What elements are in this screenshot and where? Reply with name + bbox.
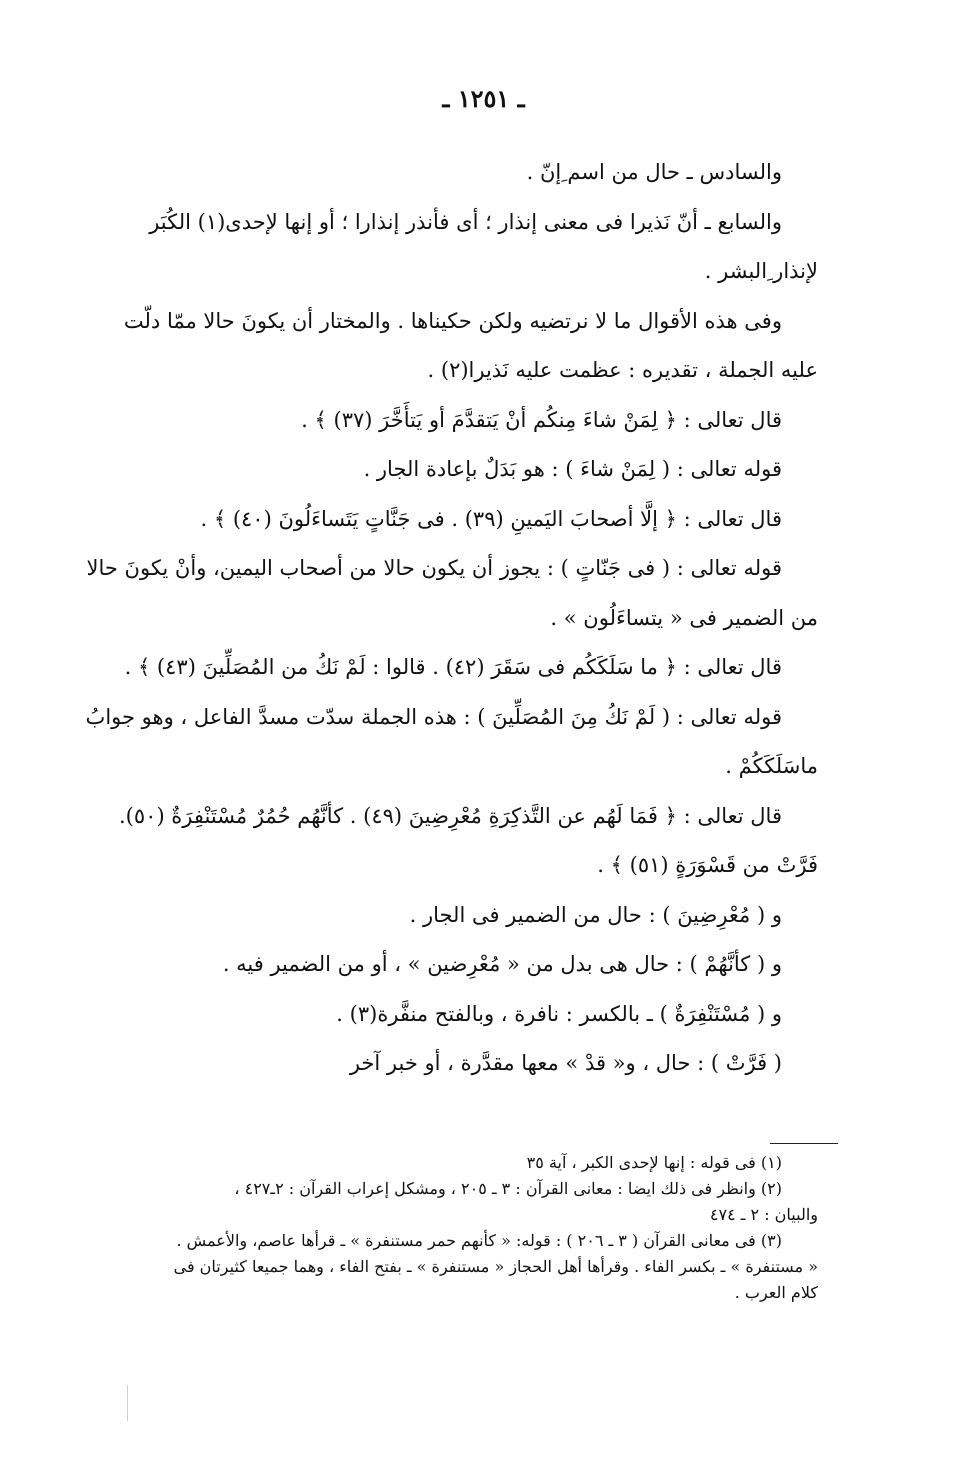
text-line: لإنذار ِالبشر . [704,259,818,283]
footnote-line: (١) فى قوله : إنها لإحدى الكبر ، آية ٣٥ [526,1153,782,1172]
quran-verse-line: قال تعالى : ﴿ فَمَا لَهُم عن التَّذكِرَةِ مُعْرِضِينَ (٤٩) . كأنَّهُم حُمُرٌ مُسْتَنْفِرَةٌ (٥٠). [119,803,782,828]
footnote-divider [770,1143,838,1144]
quran-verse-line: فَرَّتْ من قَسْوَرَةٍ (٥١) ﴾ . [597,853,818,877]
main-text [28,148,818,1089]
quran-verse-line: قال تعالى : ﴿ لِمَنْ شاءَ مِنكُم أنْ يَتقدَّمَ أو يَتأَخَّرَ (٣٧) ﴾ . [301,407,782,432]
footnotes [28,1150,818,1306]
text-line: وفى هذه الأقوال ما لا نرتضيه ولكن حكيناها . والمختار أن يكونَ حالا ممّا دلّت [123,308,782,333]
quran-verse-line: قال تعالى : ﴿ ما سَلَكَكُم فى سَقَرَ (٤٢) . قالوا : لَمْ نَكُ من المُصَلِّينَ (٤٣) ﴾ . [124,655,782,679]
footnote-line: (٣) فى معانى القرآن ( ٣ ـ ٢٠٦ ) : قوله: « كأنهم حمر مستنفرة » ـ قرأها عاصم، والأعمش . [176,1231,782,1250]
commentary-line: قوله تعالى : ( فى جَنّاتٍ ) : يجوز أن يكون حالا من أصحاب اليمين، وأنْ يكونَ حالا [86,556,782,580]
quran-verse-line: قال تعالى : ﴿ إلَّا أصحابَ اليَمينِ (٣٩) . فى جَنَّاتٍ يَتَساءَلُونَ (٤٠) ﴾ . [200,506,782,531]
commentary-line: قوله تعالى : ( لَمْ نَكُ مِنَ المُصَلِّينَ ) : هذه الجملة سدّت مسدَّ الفاعل ، وهو جوابُ [85,704,782,729]
text-line: عليه الجملة ، تقديره : عظمت عليه نَذيرا(٢) . [427,358,818,382]
footnote-line: (٢) وانظر فى ذلك ايضا : معانى القرآن : ٣ ـ ٢٠٥ ، ومشكل إعراب القرآن : ٢ـ٤٢٧ ، [234,1179,782,1198]
page-number: ـ ١٢٥١ ـ [442,84,525,113]
text-line: والسادس ـ حال من اسم ِإنّ . [526,160,782,184]
commentary-line: ماسَلَكَكُمْ . [725,754,818,778]
text-line: والسابع ـ أنّ نَذيرا فى معنى إنذار ؛ أى فأنذر إنذارا ؛ أو إنها لإحدى(١) الكُبَر [149,209,782,234]
commentary-line: و ( كأنَّهُمْ ) : حال هى بدل من « مُعْرِضين » ، أو من الضمير فيه . [222,952,782,976]
footnote-line: والبيان : ٢ ـ ٤٧٤ [709,1205,818,1224]
footnote-line: « مستنفرة » ـ بكسر الفاء . وقرأها أهل الحجاز « مستنفرة » ـ بفتح الفاء ، وهما جميعا كثيرتان فى [173,1257,818,1276]
commentary-line: ( فَرَّتْ ) : حال ، و« قدْ » معها مقدَّرة ، أو خبر آخر [349,1051,782,1075]
scan-artifact [127,1385,128,1421]
commentary-line: قوله تعالى : ( لِمَنْ شاءَ ) : هو بَدَلٌ بإعادة الجار . [363,457,782,481]
commentary-line: و ( مُعْرِضِينَ ) : حال من الضمير فى الجار . [409,902,782,927]
commentary-line: من الضمير فى « يتساءَلُون » . [550,605,818,630]
commentary-line: و ( مُسْتَنْفِرَةٌ ) ـ بالكسر : نافرة ، وبالفتح منفَّرة(٣) . [336,1001,782,1026]
footnote-line: كلام العرب . [734,1283,818,1302]
